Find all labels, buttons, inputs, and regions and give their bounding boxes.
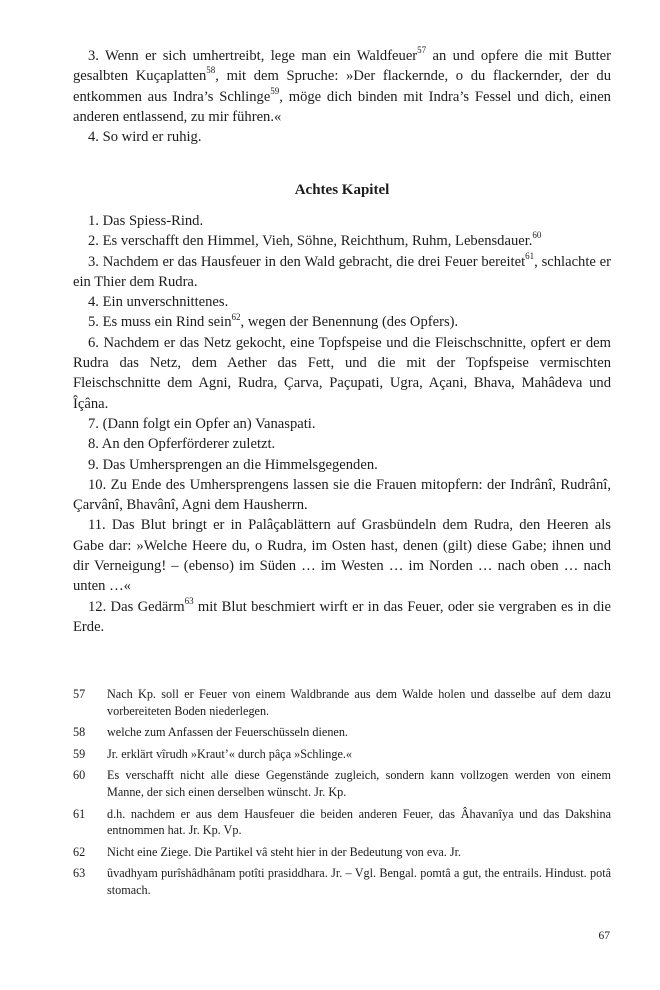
footnote-ref[interactable]: 59 xyxy=(270,85,280,96)
footnote-number: 63 xyxy=(73,866,86,881)
footnote-text: Jr. erklärt vîrudh »Kraut’« durch pâça »Schlinge.« xyxy=(107,746,353,761)
paragraph-text: , möge dich binden mit Indra’s Fessel und dich, einen anderen entlassend, zu mir führen.« xyxy=(73,88,611,125)
paragraph xyxy=(73,515,611,596)
footnote-ref[interactable]: 63 xyxy=(184,595,194,606)
paragraph-text: 12. Das Gedärm xyxy=(88,598,185,615)
footnote-text: Es verschafft nicht alle diese Gegenstände zugleich, sondern kann vollzogen werden von einem Manne, der sich einen derselben wünscht. Jr. Kp. xyxy=(107,768,611,799)
page-number: 67 xyxy=(598,930,610,942)
footnote-text: welche zum Anfassen der Feuerschüsseln dienen. xyxy=(107,725,348,740)
paragraph xyxy=(73,434,611,454)
footnote-text: Nicht eine Ziege. Die Partikel vâ steht hier in der Bedeutung von eva. Jr. xyxy=(107,844,462,859)
footnote-number: 61 xyxy=(73,806,86,821)
paragraph-text: , schlachte er ein Thier dem Rudra. xyxy=(73,253,612,290)
paragraph-text: 10. Zu Ende des Umhersprengens lassen sie die Frauen mitopfern: der Indrânî, Rudrânî, Çarvânî, Bhavânî, Agni dem Hausherrn. xyxy=(73,476,611,514)
paragraph xyxy=(73,127,611,147)
paragraph-text: 5. Es muss ein Rind sein xyxy=(88,314,232,331)
footnote-ref[interactable]: 62 xyxy=(231,311,241,322)
footnote xyxy=(73,844,611,861)
footnote xyxy=(73,806,611,839)
paragraph-text: 3. Nachdem er das Hausfeuer in den Wald gebracht, die drei Feuer bereitet xyxy=(88,253,526,270)
paragraph-text: mit Blut beschmiert wirft er in das Feuer, oder sie vergraben es in die Erde. xyxy=(73,598,611,635)
footnotes xyxy=(73,686,611,904)
footnote-number: 58 xyxy=(73,725,86,740)
paragraph xyxy=(73,231,611,251)
paragraph xyxy=(73,211,611,231)
footnote xyxy=(73,767,611,800)
paragraph-text: 7. (Dann folgt ein Opfer an) Vanaspati. xyxy=(88,415,316,432)
footnote-ref[interactable]: 58 xyxy=(206,65,216,76)
paragraph xyxy=(73,292,611,312)
paragraph-text: , wegen der Benennung (des Opfers). xyxy=(240,314,459,331)
paragraph-text: an und opfere die mit Butter gesalbten Kuçaplatten xyxy=(73,48,611,85)
footnote-number: 60 xyxy=(73,768,86,783)
footnote xyxy=(73,724,611,741)
paragraph xyxy=(73,252,611,293)
footnote xyxy=(73,865,611,898)
paragraph-text: 4. So wird er ruhig. xyxy=(88,129,202,146)
paragraph xyxy=(73,333,611,414)
paragraph-text: 8. An den Opferförderer zuletzt. xyxy=(88,436,276,453)
footnote-ref[interactable]: 57 xyxy=(417,45,427,56)
footnote-text: d.h. nachdem er aus dem Hausfeuer die beiden anderen Feuer, das Âhavanîya und das Dakshina entnommen hat. Jr. Kp. Vp. xyxy=(107,806,611,838)
footnote-ref[interactable]: 61 xyxy=(525,250,535,261)
footnote xyxy=(73,686,611,719)
section-paragraphs xyxy=(73,46,611,147)
paragraph-text: 3. Wenn er sich umhertreibt, lege man ein Waldfeuer xyxy=(88,48,418,64)
paragraph xyxy=(73,455,611,475)
chapter-title: Achtes Kapitel xyxy=(294,182,390,198)
footnote-number: 62 xyxy=(73,844,86,859)
paragraph xyxy=(73,414,611,434)
paragraph-text: 1. Das Spiess-Rind. xyxy=(88,213,204,229)
paragraph-text: 2. Es verschafft den Himmel, Vieh, Söhne, Reichthum, Ruhm, Lebensdauer. xyxy=(88,233,533,250)
paragraph-text: 4. Ein unverschnittenes. xyxy=(88,294,229,311)
chapter-paragraphs xyxy=(73,211,611,637)
paragraph xyxy=(73,475,611,516)
paragraph-text: , mit dem Spruche: »Der flackernde, o du flackernder, der du entkommen aus Indra’s Schlinge xyxy=(73,68,612,105)
footnote-text: Nach Kp. soll er Feuer von einem Waldbrande aus dem Walde holen und dasselbe auf dem dazu vorbereiteten Boden niederlegen. xyxy=(107,687,611,718)
paragraph xyxy=(73,46,611,127)
footnote-number: 57 xyxy=(73,687,86,701)
footnote-text: ûvadhyam purîshâdhânam potîti prasiddhara. Jr. – Vgl. Bengal. pomtâ a gut, the entrails. Hindust. potâ stomach. xyxy=(107,866,611,897)
footnote xyxy=(73,746,611,763)
footnote-ref[interactable]: 60 xyxy=(532,230,542,241)
paragraph xyxy=(73,312,611,332)
paragraph-text: 11. Das Blut bringt er in Palâçablättern auf Grasbündeln dem Rudra, den Heeren als Gabe dar: »Welche Heere du, o Rudra, im Osten hast, denen (gilt) diese Gabe; ihnen und dir Verneigung! – (ebenso) im Süden … im Westen … im Norden … nach oben … nach unten …« xyxy=(73,517,611,595)
paragraph xyxy=(73,597,611,638)
paragraph-text: 9. Das Umhersprengen an die Himmelsgegenden. xyxy=(88,456,378,473)
paragraph-text: 6. Nachdem er das Netz gekocht, eine Topfspeise und die Fleischschnitte, opfert er dem Rudra das Netz, dem Aether das Fett, und die mit der Topfspeise vermischten Fleischschnitte dem Agni, Rudra, Çarva, Paçupati, Ugra, Açani, Bhava, Mahâdeva und Îçâna. xyxy=(73,334,611,412)
footnote-number: 59 xyxy=(73,746,86,761)
